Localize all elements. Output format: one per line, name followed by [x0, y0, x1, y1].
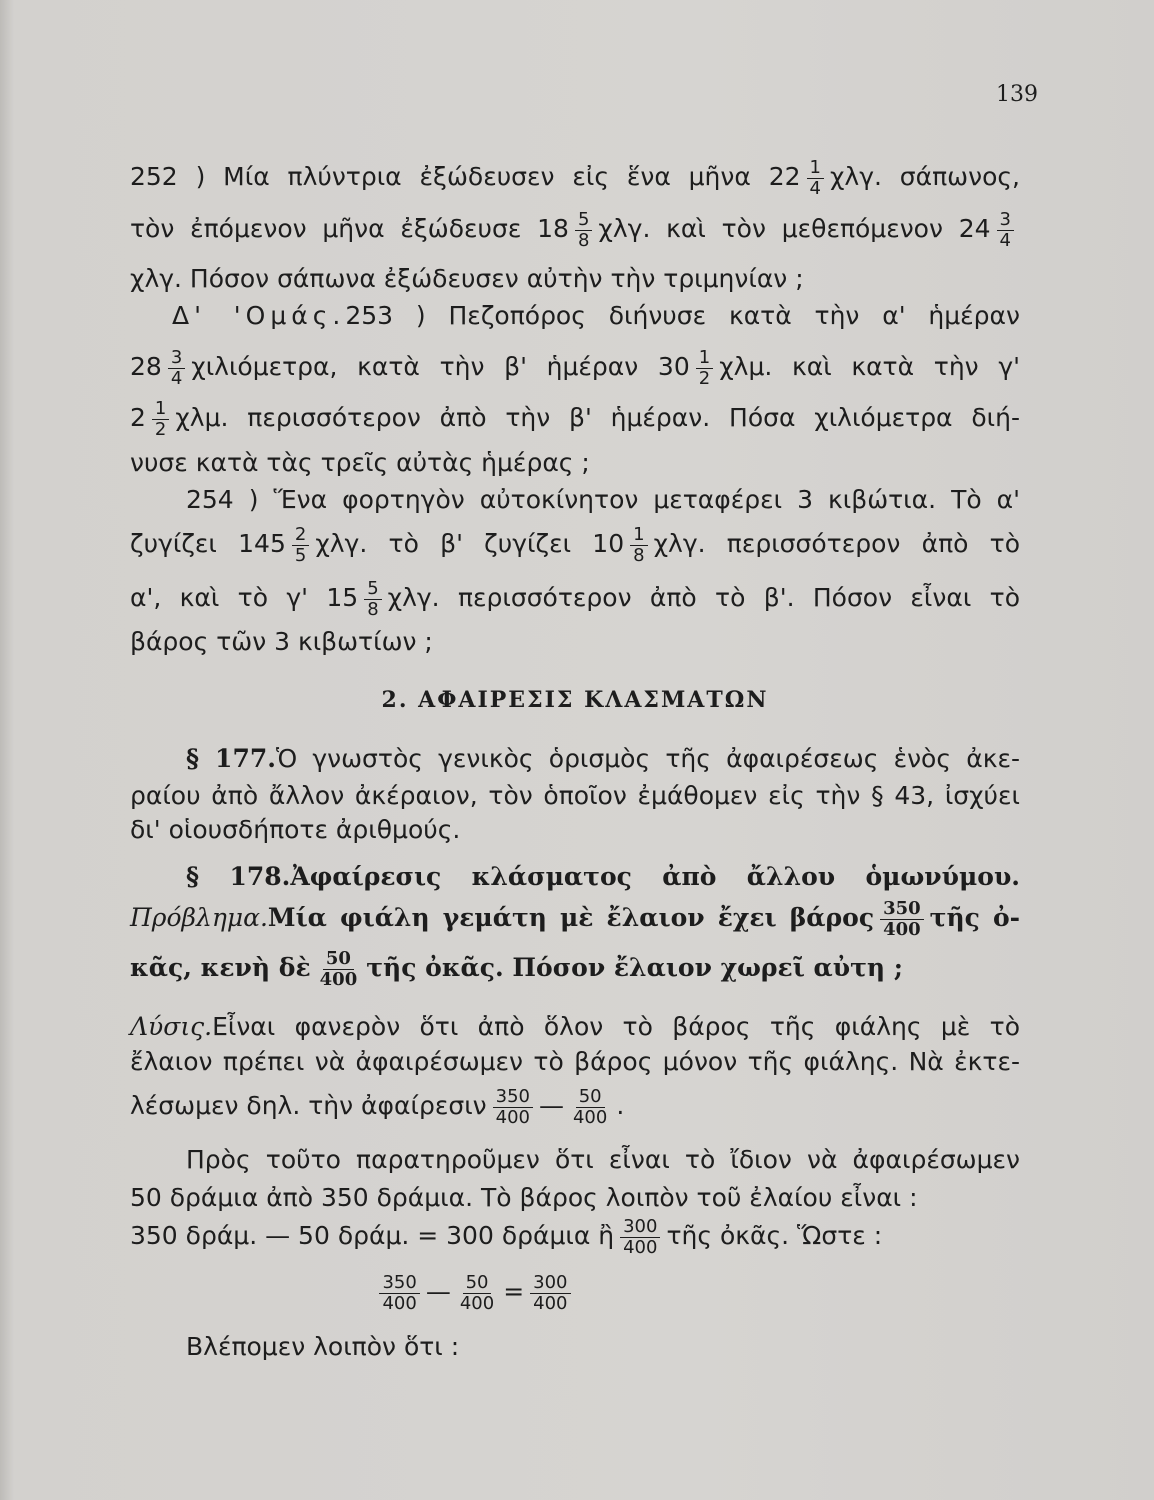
- ex253-line1: Δ' 'Ομάς.253 ) Πεζοπόρος διήνυσε κατὰ τὴν α' ἡμέραν: [172, 301, 1020, 330]
- solution-line3: λέσωμεν δηλ. τὴν ἀφαίρεσιν $\frac{350}{400}$ — $\frac{50}{400}$ .: [130, 1085, 625, 1128]
- equation: $\frac{350}{400}$ — $\frac{50}{400}$ = $\frac{300}{400}$: [130, 1270, 820, 1314]
- fraction: $\frac{3}{4}$: [997, 210, 1014, 251]
- s177-line2: ραίου ἀπὸ ἄλλον ἀκέραιον, τὸν ὁποῖον ἐμάθομεν εἰς τὴν § 43, ἰσχύει: [130, 781, 1020, 810]
- solution-line1: Λύσις.Εἶναι φανερὸν ὅτι ἀπὸ ὅλον τὸ βάρος τῆς φιάλης μὲ τὸ: [130, 1012, 1020, 1041]
- para-line1: Πρὸς τοῦτο παρατηροῦμεν ὅτι εἶναι τὸ ἴδιον νὰ ἀφαιρέσωμεν: [186, 1145, 1020, 1174]
- fraction: $\frac{5}{8}$: [575, 210, 592, 251]
- fraction: $\frac{300}{400}$: [530, 1273, 570, 1314]
- s177-line3: δι' οἱουσδήποτε ἀριθμούς.: [130, 815, 461, 844]
- fraction: $\frac{1}{8}$: [630, 525, 647, 566]
- fraction: $\frac{50}{400}$: [572, 1085, 608, 1128]
- ex252-line2: τὸν ἐπόμενον μῆνα ἐξώδευσε 18 $\frac{5}{8}$ χλγ. καὶ τὸν μεθεπόμενον 24 $\frac{3}{4}$: [130, 207, 1020, 251]
- ex253-line4: νυσε κατὰ τὰς τρεῖς αὐτὰς ἡμέρας ;: [130, 448, 590, 477]
- s178-title: § 178.Ἀφαίρεσις κλάσματος ἀπὸ ἄλλου ὁμωνύμου.: [186, 862, 1020, 891]
- section-heading: 2. ΑΦΑΙΡΕΣΙΣ ΚΛΑΣΜΑΤΩΝ: [381, 687, 769, 713]
- ex253-line3: 2 $\frac{1}{2}$ χλμ. περισσότερον ἀπὸ τὴν β' ἡμέραν. Πόσα χιλιόμετρα διή-: [130, 397, 1020, 440]
- ex254-line3: α', καὶ τὸ γ' 15 $\frac{5}{8}$ χλγ. περισσότερον ἀπὸ τὸ β'. Πόσον εἶναι τὸ: [130, 577, 1020, 620]
- s178-problem-line2: κᾶς, κενὴ δὲ $\frac{50}{400}$ τῆς ὀκᾶς. Πόσον ἔλαιον χωρεῖ αὐτη ;: [130, 947, 904, 990]
- fraction: $\frac{1}{2}$: [696, 348, 713, 389]
- fraction: $\frac{1}{4}$: [807, 158, 824, 199]
- s178-problem-line1: Πρόβλημα.Μία φιάλη γεμάτη μὲ ἔλαιον ἔχει βάρος $\frac{350}{400}$ τῆς ὀ-: [130, 897, 1020, 940]
- ex252-line1: 252 ) Μία πλύντρια ἐξώδευσεν εἰς ἕνα μῆνα 22 $\frac{1}{4}$ χλγ. σάπωνος,: [130, 156, 1020, 199]
- ex252-line3: χλγ. Πόσον σάπωνα ἐξώδευσεν αὐτὴν τὴν τριμηνίαν ;: [130, 264, 804, 293]
- fraction: $\frac{5}{8}$: [364, 579, 381, 620]
- fraction: $\frac{3}{4}$: [168, 348, 185, 389]
- fraction: $\frac{50}{400}$: [319, 947, 358, 990]
- page-number: 139: [996, 82, 1038, 107]
- ex254-line2: ζυγίζει 145 $\frac{2}{5}$ χλγ. τὸ β' ζυγίζει 10 $\frac{1}{8}$ χλγ. περισσότερον ἀπὸ τὸ: [130, 523, 1021, 566]
- solution-line2: ἔλαιον πρέπει νὰ ἀφαιρέσωμεν τὸ βάρος μόνον τῆς φιάλης. Νὰ ἐκτε-: [130, 1047, 1020, 1076]
- ex254-line1: 254 ) Ἕνα φορτηγὸν αὐτοκίνητον μεταφέρει 3 κιβώτια. Τὸ α': [186, 485, 1020, 514]
- fraction: $\frac{350}{400}$: [880, 899, 924, 940]
- para-line2: 50 δράμια ἀπὸ 350 δράμια. Τὸ βάρος λοιπὸν τοῦ ἐλαίου εἶναι :: [130, 1183, 918, 1212]
- last-line: Βλέπομεν λοιπὸν ὅτι :: [186, 1332, 460, 1361]
- fraction: $\frac{350}{400}$: [493, 1087, 533, 1128]
- group-label: Δ' 'Ομάς.: [172, 301, 346, 330]
- fraction: $\frac{350}{400}$: [379, 1273, 419, 1314]
- ex254-line4: βάρος τῶν 3 κιβωτίων ;: [130, 627, 433, 656]
- fraction: $\frac{2}{5}$: [292, 525, 309, 566]
- ex253-line2: 28 $\frac{3}{4}$ χιλιόμετρα, κατὰ τὴν β' ἡμέραν 30 $\frac{1}{2}$ χλμ. καὶ κατὰ τὴν γ': [130, 346, 1020, 389]
- fraction: $\frac{50}{400}$: [459, 1271, 495, 1314]
- fraction: $\frac{300}{400}$: [620, 1217, 660, 1258]
- fraction: $\frac{1}{2}$: [152, 399, 169, 440]
- s177-line1: § 177.Ὁ γνωστὸς γενικὸς ὁρισμὸς τῆς ἀφαιρέσεως ἑνὸς ἀκε-: [186, 744, 1020, 773]
- para-line3: 350 δράμ. — 50 δράμ. = 300 δράμια ἢ $\frac{300}{400}$ τῆς ὀκᾶς. Ὥστε :: [130, 1215, 883, 1258]
